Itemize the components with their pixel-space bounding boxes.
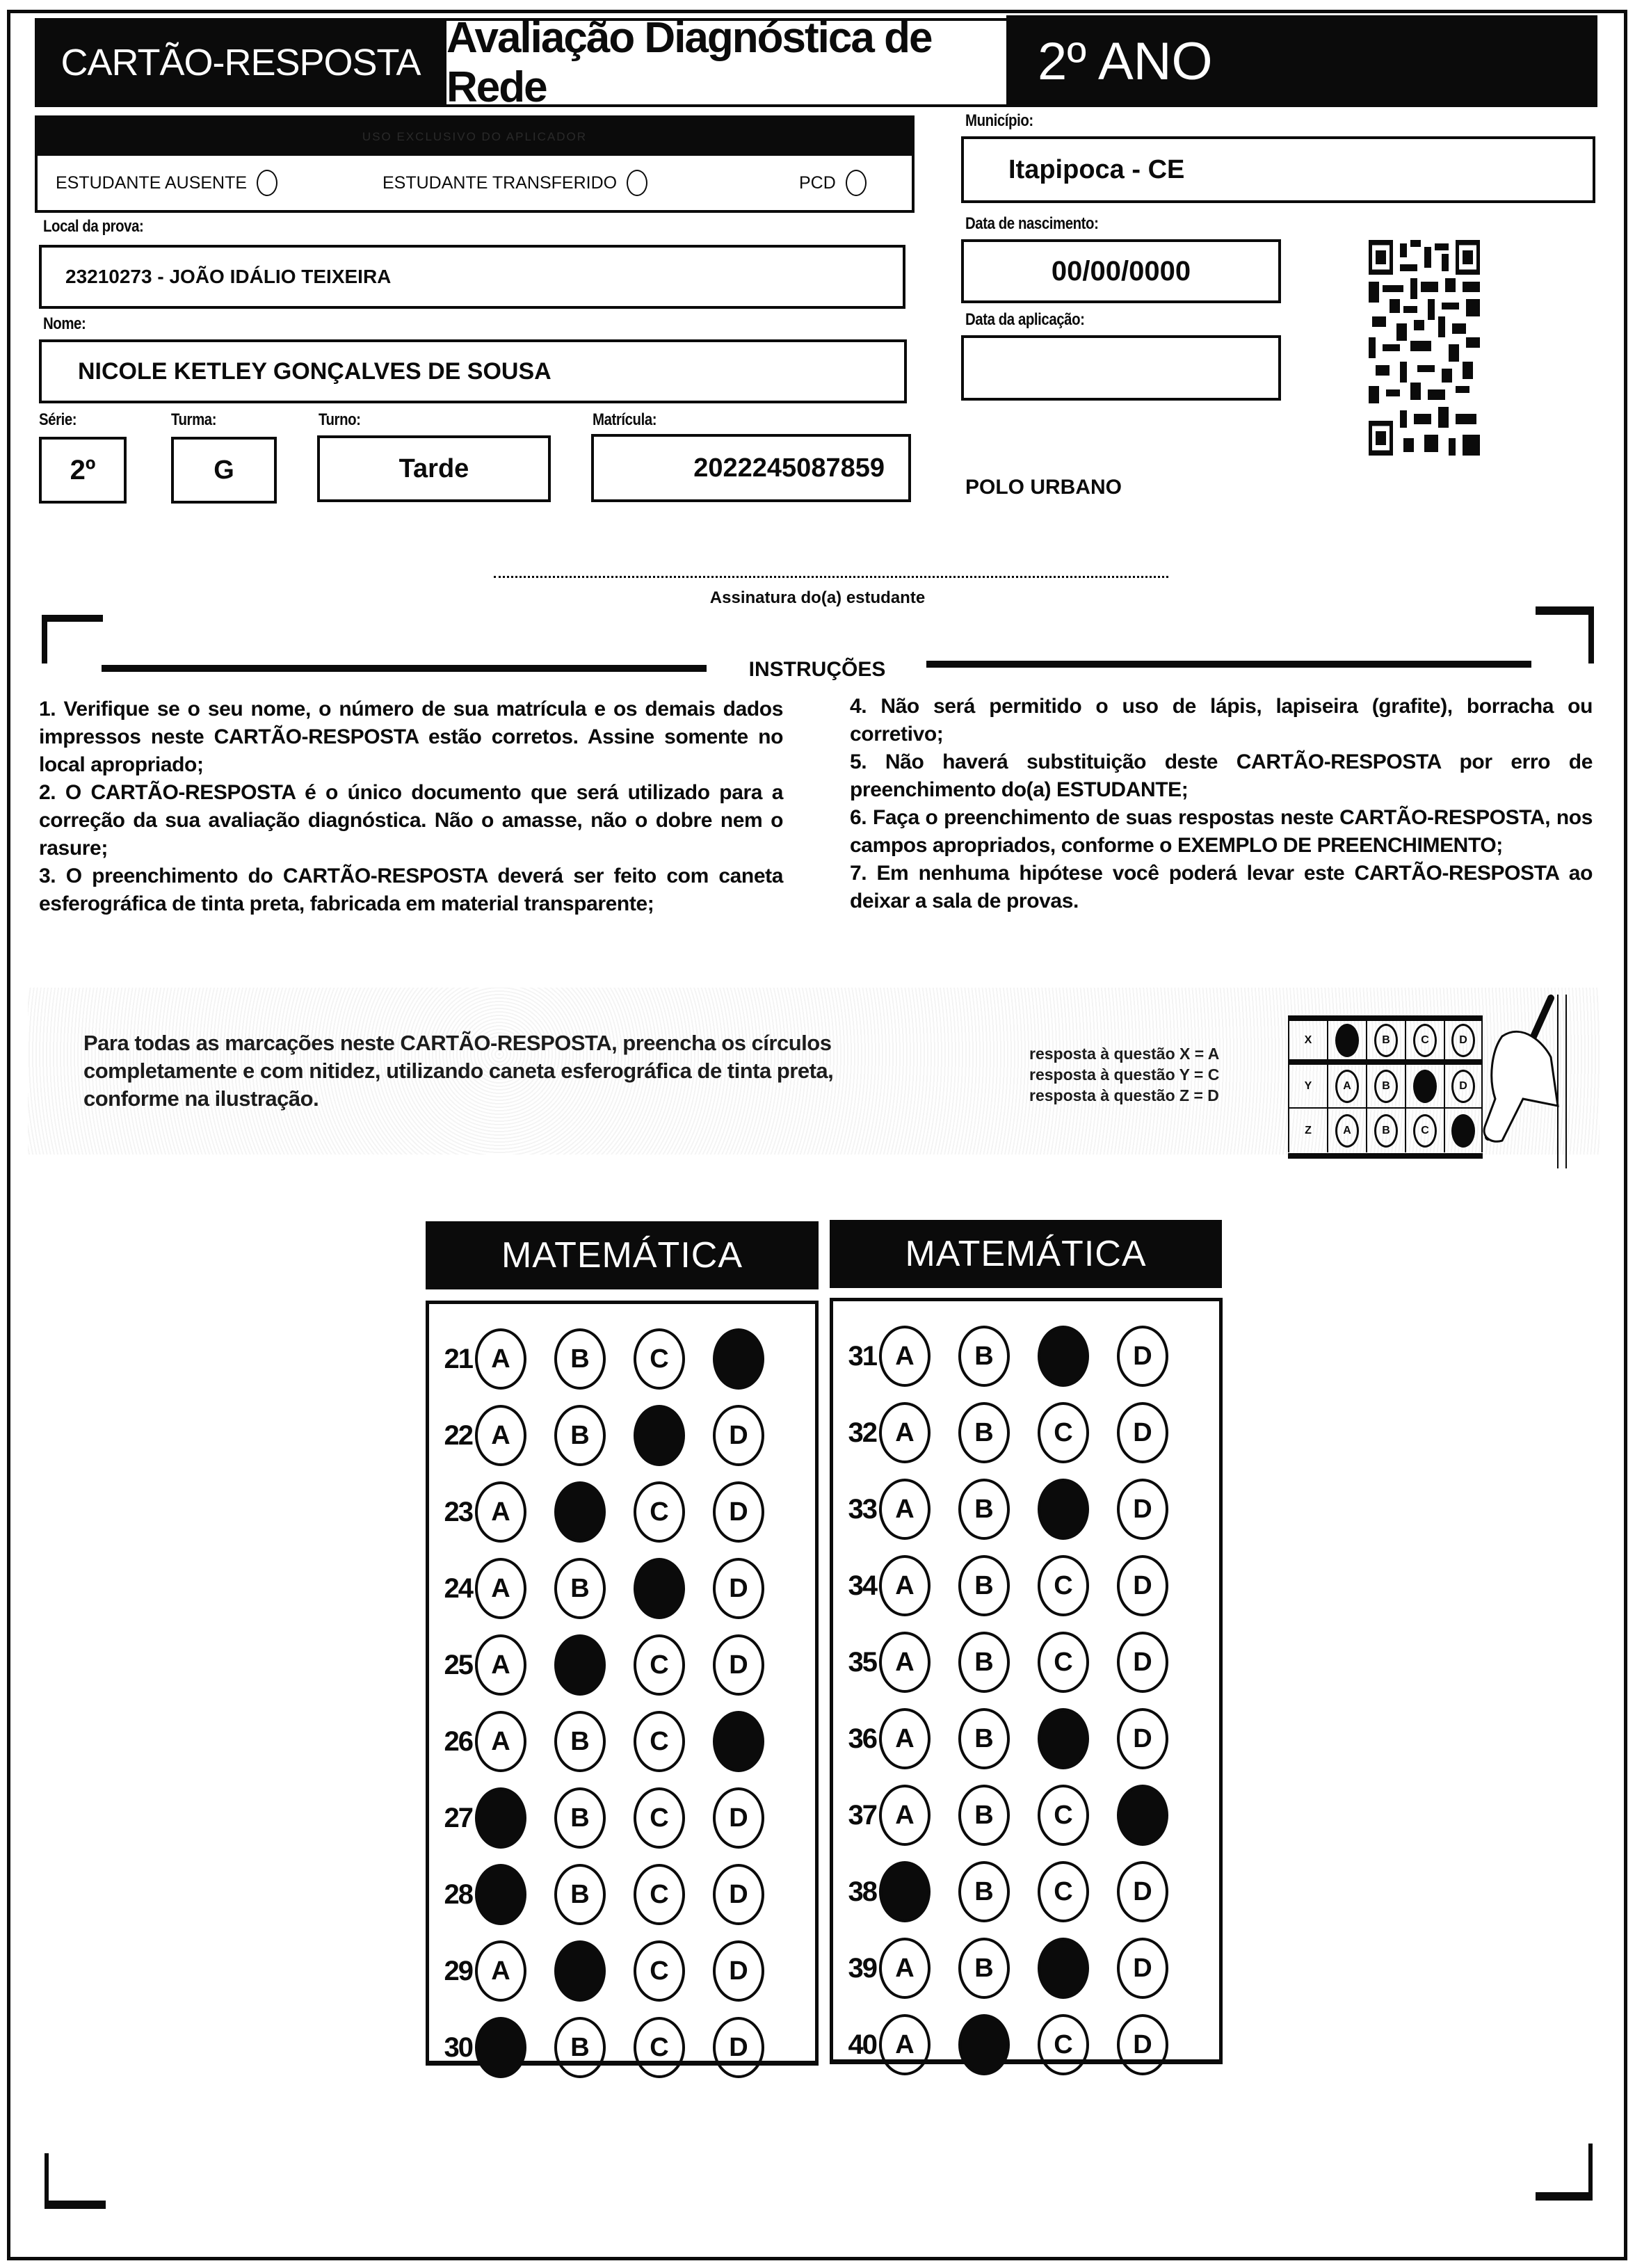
- municipio-value: Itapipoca - CE: [1008, 154, 1185, 184]
- option-pcd[interactable]: [799, 170, 867, 196]
- answer-bubble-c[interactable]: C: [1038, 1402, 1089, 1463]
- question-row: [833, 1478, 1196, 1541]
- answer-bubble-filled[interactable]: [475, 1864, 526, 1925]
- example-bubble-a: A: [1335, 1070, 1359, 1103]
- aplicador-banner: USO EXCLUSIVO DO APLICADOR: [38, 118, 912, 156]
- answer-bubble-a[interactable]: A: [475, 1481, 526, 1543]
- example-bubble-b: B: [1374, 1070, 1398, 1103]
- answer-bubble-d[interactable]: D: [1117, 2014, 1168, 2075]
- matricula-value: 2022245087859: [693, 453, 885, 483]
- answer-bubble-c[interactable]: C: [634, 1787, 685, 1849]
- question-row: [429, 1710, 792, 1773]
- answer-bubble-filled[interactable]: [475, 1787, 526, 1849]
- radio-circle-icon[interactable]: [257, 170, 277, 196]
- answer-bubble-d[interactable]: D: [1117, 1326, 1168, 1387]
- answer-bubble-d[interactable]: D: [1117, 1632, 1168, 1693]
- answer-bubble-b[interactable]: B: [958, 1479, 1010, 1540]
- answer-bubble-c[interactable]: C: [634, 1634, 685, 1696]
- example-bubble-b: B: [1374, 1024, 1398, 1057]
- question-number: 27: [444, 1802, 472, 1833]
- answer-bubble-d[interactable]: D: [713, 1481, 764, 1543]
- question-number: 39: [848, 1952, 876, 1984]
- answer-bubble-c[interactable]: C: [1038, 1785, 1089, 1846]
- question-number: 36: [848, 1723, 876, 1754]
- answer-bubble-a[interactable]: A: [475, 1558, 526, 1619]
- question-number: 33: [848, 1493, 876, 1525]
- answer-bubble-b[interactable]: B: [958, 1861, 1010, 1922]
- qr-code-icon: [1369, 240, 1480, 456]
- example-bubble-c: C: [1413, 1114, 1437, 1148]
- municipio-label: Município:: [965, 111, 1033, 130]
- example-bubble-filled-icon: [1413, 1070, 1437, 1103]
- answer-bubble-d[interactable]: D: [713, 1405, 764, 1466]
- question-row: [429, 1940, 792, 2002]
- answer-bubble-c[interactable]: C: [634, 2017, 685, 2078]
- question-number: 28: [444, 1879, 472, 1910]
- corner-marker-top-left: [42, 615, 47, 663]
- question-row: [429, 1787, 792, 1849]
- data-nascimento-label: Data de nascimento:: [965, 214, 1099, 233]
- answer-bubble-d[interactable]: D: [713, 2017, 764, 2078]
- answer-bubble-b[interactable]: B: [958, 1785, 1010, 1846]
- question-row: [833, 1937, 1196, 2000]
- turma-field: [171, 437, 277, 504]
- turno-label: Turno:: [319, 410, 361, 429]
- option-label: ESTUDANTE AUSENTE: [56, 172, 248, 193]
- answer-bubble-d[interactable]: D: [713, 1558, 764, 1619]
- answer-bubble-a[interactable]: A: [475, 1328, 526, 1390]
- local-prova-value: 23210273 - JOÃO IDÁLIO TEIXEIRA: [65, 266, 392, 287]
- answer-bubble-c[interactable]: C: [1038, 2014, 1089, 2075]
- local-prova-field: [39, 245, 905, 309]
- answer-bubble-filled[interactable]: [713, 1328, 764, 1390]
- aplicador-box: [35, 115, 915, 213]
- question-row: [429, 2016, 792, 2079]
- fill-example-grid: [1288, 1015, 1483, 1159]
- nome-label: Nome:: [43, 314, 86, 333]
- legend-line: resposta à questão Z = D: [1029, 1086, 1219, 1104]
- subject-header: MATEMÁTICA: [426, 1221, 819, 1289]
- example-bubble-b: B: [1374, 1114, 1398, 1148]
- grade-title: 2º ANO: [1006, 15, 1597, 107]
- signature-label: Assinatura do(a) estudante: [709, 588, 926, 607]
- answer-bubble-filled[interactable]: [554, 1634, 606, 1696]
- answer-bubble-a[interactable]: A: [879, 1632, 931, 1693]
- question-number: 30: [444, 2032, 472, 2063]
- instructions-title: INSTRUÇÕES: [748, 658, 886, 681]
- legend-line: resposta à questão X = A: [1029, 1045, 1220, 1063]
- question-row: [833, 1784, 1196, 1847]
- answer-bubble-a[interactable]: A: [475, 1634, 526, 1696]
- corner-marker-top-left: [42, 615, 103, 622]
- example-bubble-filled-icon: [1335, 1024, 1359, 1057]
- turno-field: [317, 435, 551, 502]
- instruction-item: 6. Faça o preenchimento de suas respostas neste CARTÃO-RESPOSTA, nos campos apropriados, conforme o EXEMPLO DE PREENCHIMENTO;: [850, 806, 1593, 857]
- corner-marker-bottom-left: [45, 2201, 106, 2209]
- answer-bubble-filled[interactable]: [554, 1940, 606, 2002]
- instruction-item: 2. O CARTÃO-RESPOSTA é o único documento que será utilizado para a correção da sua avaliação diagnóstica. Não o amasse, não o dobre nem o rasure;: [39, 781, 783, 860]
- signature-line[interactable]: [494, 576, 1168, 578]
- matricula-field: [591, 434, 911, 502]
- answer-bubble-filled[interactable]: [554, 1481, 606, 1543]
- question-row: [833, 1554, 1196, 1617]
- answer-grid-left: [426, 1301, 819, 2066]
- instruction-item: 1. Verifique se o seu nome, o número de sua matrícula e os demais dados impressos neste CARTÃO-RESPOSTA estão corretos. Assine somente no local apropriado;: [39, 698, 783, 776]
- answer-bubble-a[interactable]: A: [879, 1555, 931, 1616]
- answer-bubble-b[interactable]: B: [958, 1555, 1010, 1616]
- question-row: [833, 1325, 1196, 1388]
- option-estudante-ausente[interactable]: [56, 170, 277, 196]
- answer-bubble-d[interactable]: D: [1117, 1861, 1168, 1922]
- corner-marker-bottom-right: [1536, 2192, 1593, 2201]
- turma-value: G: [214, 455, 234, 485]
- question-number: 35: [848, 1646, 876, 1678]
- nome-field: [39, 339, 907, 403]
- answer-bubble-filled[interactable]: [1117, 1785, 1168, 1846]
- corner-marker-top-right: [1588, 606, 1594, 663]
- exam-title: Avaliação Diagnóstica de Rede: [446, 18, 1006, 107]
- nome-value: NICOLE KETLEY GONÇALVES DE SOUSA: [78, 357, 551, 385]
- answer-bubble-filled[interactable]: [634, 1405, 685, 1466]
- answer-bubble-a[interactable]: A: [879, 1402, 931, 1463]
- question-row: [429, 1863, 792, 1926]
- answer-bubble-filled[interactable]: [1038, 1326, 1089, 1387]
- instruction-item: 3. O preenchimento do CARTÃO-RESPOSTA deverá ser feito com caneta esferográfica de tinta preta, fabricada em material transparente;: [39, 864, 783, 915]
- answer-bubble-b[interactable]: B: [958, 1326, 1010, 1387]
- example-bubble-d: D: [1451, 1070, 1475, 1103]
- example-bubble-d: D: [1451, 1024, 1475, 1057]
- answer-bubble-c[interactable]: C: [634, 1864, 685, 1925]
- question-number: 23: [444, 1496, 472, 1527]
- turno-value: Tarde: [398, 453, 469, 483]
- answer-bubble-c[interactable]: C: [634, 1940, 685, 2002]
- question-row: [833, 1631, 1196, 1694]
- question-number: 29: [444, 1955, 472, 1986]
- question-number: 26: [444, 1726, 472, 1757]
- question-number: 25: [444, 1649, 472, 1680]
- instructions-right-column: [850, 693, 1593, 915]
- example-bubble-c: C: [1413, 1024, 1437, 1057]
- example-question-label: Z: [1288, 1109, 1327, 1152]
- data-nascimento-field: [961, 239, 1281, 303]
- matricula-label: Matrícula:: [593, 410, 657, 429]
- question-row: [833, 1860, 1196, 1923]
- example-bubble-a: A: [1335, 1114, 1359, 1148]
- instruction-item: 5. Não haverá substituição deste CARTÃO-RESPOSTA por erro de preenchimento do(a) ESTUDANTE;: [850, 750, 1593, 801]
- instruction-item: 4. Não será permitido o uso de lápis, lapiseira (grafite), borracha ou corretivo;: [850, 695, 1593, 746]
- polo-label: POLO URBANO: [965, 476, 1122, 499]
- question-number: 34: [848, 1570, 876, 1601]
- example-row-y: [1288, 1065, 1483, 1109]
- answer-bubble-d[interactable]: D: [1117, 1555, 1168, 1616]
- option-estudante-transferido[interactable]: [382, 170, 647, 196]
- answer-bubble-b[interactable]: B: [554, 2017, 606, 2078]
- radio-circle-icon[interactable]: [846, 170, 867, 196]
- answer-bubble-c[interactable]: C: [634, 1328, 685, 1390]
- corner-marker-top-right: [1536, 606, 1594, 615]
- answer-bubble-c[interactable]: C: [1038, 1861, 1089, 1922]
- question-row: [429, 1634, 792, 1696]
- answer-bubble-d[interactable]: D: [1117, 1708, 1168, 1769]
- instructions-left-column: [39, 695, 783, 918]
- answer-bubble-a[interactable]: A: [879, 2014, 931, 2075]
- answer-bubble-a[interactable]: A: [475, 1405, 526, 1466]
- answer-bubble-b[interactable]: B: [958, 1632, 1010, 1693]
- answer-bubble-d[interactable]: D: [713, 1787, 764, 1849]
- answer-bubble-filled[interactable]: [475, 2017, 526, 2078]
- answer-bubble-filled[interactable]: [958, 2014, 1010, 2075]
- subject-header: MATEMÁTICA: [830, 1220, 1222, 1288]
- answer-bubble-d[interactable]: D: [713, 1864, 764, 1925]
- answer-bubble-c[interactable]: C: [1038, 1555, 1089, 1616]
- answer-bubble-a[interactable]: A: [879, 1326, 931, 1387]
- answer-bubble-a[interactable]: A: [879, 1479, 931, 1540]
- answer-bubble-d[interactable]: D: [1117, 1402, 1168, 1463]
- answer-bubble-b[interactable]: B: [554, 1558, 606, 1619]
- example-row-x: [1288, 1021, 1483, 1065]
- fill-example-legend: [1029, 1043, 1219, 1106]
- data-aplicacao-field: [961, 335, 1281, 401]
- municipio-field: [961, 136, 1595, 203]
- answer-bubble-b[interactable]: B: [554, 1405, 606, 1466]
- data-aplicacao-label: Data da aplicação:: [965, 310, 1085, 329]
- answer-bubble-c[interactable]: C: [634, 1711, 685, 1772]
- answer-bubble-b[interactable]: B: [554, 1864, 606, 1925]
- answer-bubble-a[interactable]: A: [475, 1711, 526, 1772]
- answer-bubble-d[interactable]: D: [1117, 1938, 1168, 1999]
- answer-bubble-a[interactable]: A: [879, 1708, 931, 1769]
- answer-bubble-d[interactable]: D: [713, 1940, 764, 2002]
- fill-example-text: Para todas as marcações neste CARTÃO-RESPOSTA, preencha os círculos completamente e com nitidez, utilizando caneta esferográfica de tinta preta, conforme na ilustração.: [83, 1031, 834, 1111]
- serie-value: 2º: [70, 454, 96, 485]
- serie-field: [39, 437, 127, 504]
- question-number: 40: [848, 2029, 876, 2060]
- local-prova-label: Local da prova:: [43, 217, 144, 236]
- serie-label: Série:: [39, 410, 77, 429]
- question-number: 22: [444, 1419, 472, 1451]
- instructions-rule-right: [926, 661, 1531, 668]
- answer-bubble-filled[interactable]: [879, 1861, 931, 1922]
- option-label: ESTUDANTE TRANSFERIDO: [382, 172, 618, 193]
- question-number: 32: [848, 1417, 876, 1448]
- card-title: CARTÃO-RESPOSTA: [35, 18, 446, 107]
- answer-bubble-d[interactable]: D: [1117, 1479, 1168, 1540]
- example-question-label: Y: [1288, 1065, 1327, 1107]
- example-row-z: [1288, 1109, 1483, 1152]
- question-row: [833, 1401, 1196, 1464]
- instruction-item: 7. Em nenhuma hipótese você poderá levar este CARTÃO-RESPOSTA ao deixar a sala de provas.: [850, 862, 1593, 912]
- answer-bubble-a[interactable]: A: [879, 1938, 931, 1999]
- question-number: 21: [444, 1343, 472, 1374]
- radio-circle-icon[interactable]: [627, 170, 647, 196]
- answer-bubble-filled[interactable]: [713, 1711, 764, 1772]
- answer-bubble-d[interactable]: D: [713, 1634, 764, 1696]
- answer-bubble-filled[interactable]: [1038, 1708, 1089, 1769]
- question-row: [833, 1707, 1196, 1770]
- question-row: [429, 1404, 792, 1467]
- answer-bubble-b[interactable]: B: [958, 1402, 1010, 1463]
- answer-bubble-filled[interactable]: [634, 1558, 685, 1619]
- option-label: PCD: [799, 172, 836, 193]
- question-number: 31: [848, 1340, 876, 1372]
- question-number: 38: [848, 1876, 876, 1907]
- answer-bubble-a[interactable]: A: [475, 1940, 526, 2002]
- data-nascimento-value: 00/00/0000: [1051, 255, 1191, 287]
- answer-bubble-c[interactable]: C: [1038, 1632, 1089, 1693]
- answer-bubble-a[interactable]: A: [879, 1785, 931, 1846]
- question-row: [429, 1328, 792, 1390]
- question-row: [833, 2013, 1196, 2076]
- question-number: 24: [444, 1573, 472, 1604]
- answer-bubble-b[interactable]: B: [958, 1938, 1010, 1999]
- answer-bubble-c[interactable]: C: [634, 1481, 685, 1543]
- question-row: [429, 1557, 792, 1620]
- answer-bubble-b[interactable]: B: [554, 1328, 606, 1390]
- legend-line: resposta à questão Y = C: [1029, 1065, 1220, 1084]
- question-row: [429, 1481, 792, 1543]
- answer-bubble-b[interactable]: B: [554, 1711, 606, 1772]
- hand-pen-icon: [1460, 995, 1572, 1168]
- question-number: 37: [848, 1799, 876, 1831]
- answer-bubble-b[interactable]: B: [958, 1708, 1010, 1769]
- answer-grid-right: [830, 1298, 1223, 2064]
- example-question-label: X: [1288, 1021, 1327, 1059]
- turma-label: Turma:: [171, 410, 217, 429]
- instructions-rule-left: [102, 665, 707, 672]
- answer-bubble-filled[interactable]: [1038, 1938, 1089, 1999]
- answer-bubble-filled[interactable]: [1038, 1479, 1089, 1540]
- answer-bubble-b[interactable]: B: [554, 1787, 606, 1849]
